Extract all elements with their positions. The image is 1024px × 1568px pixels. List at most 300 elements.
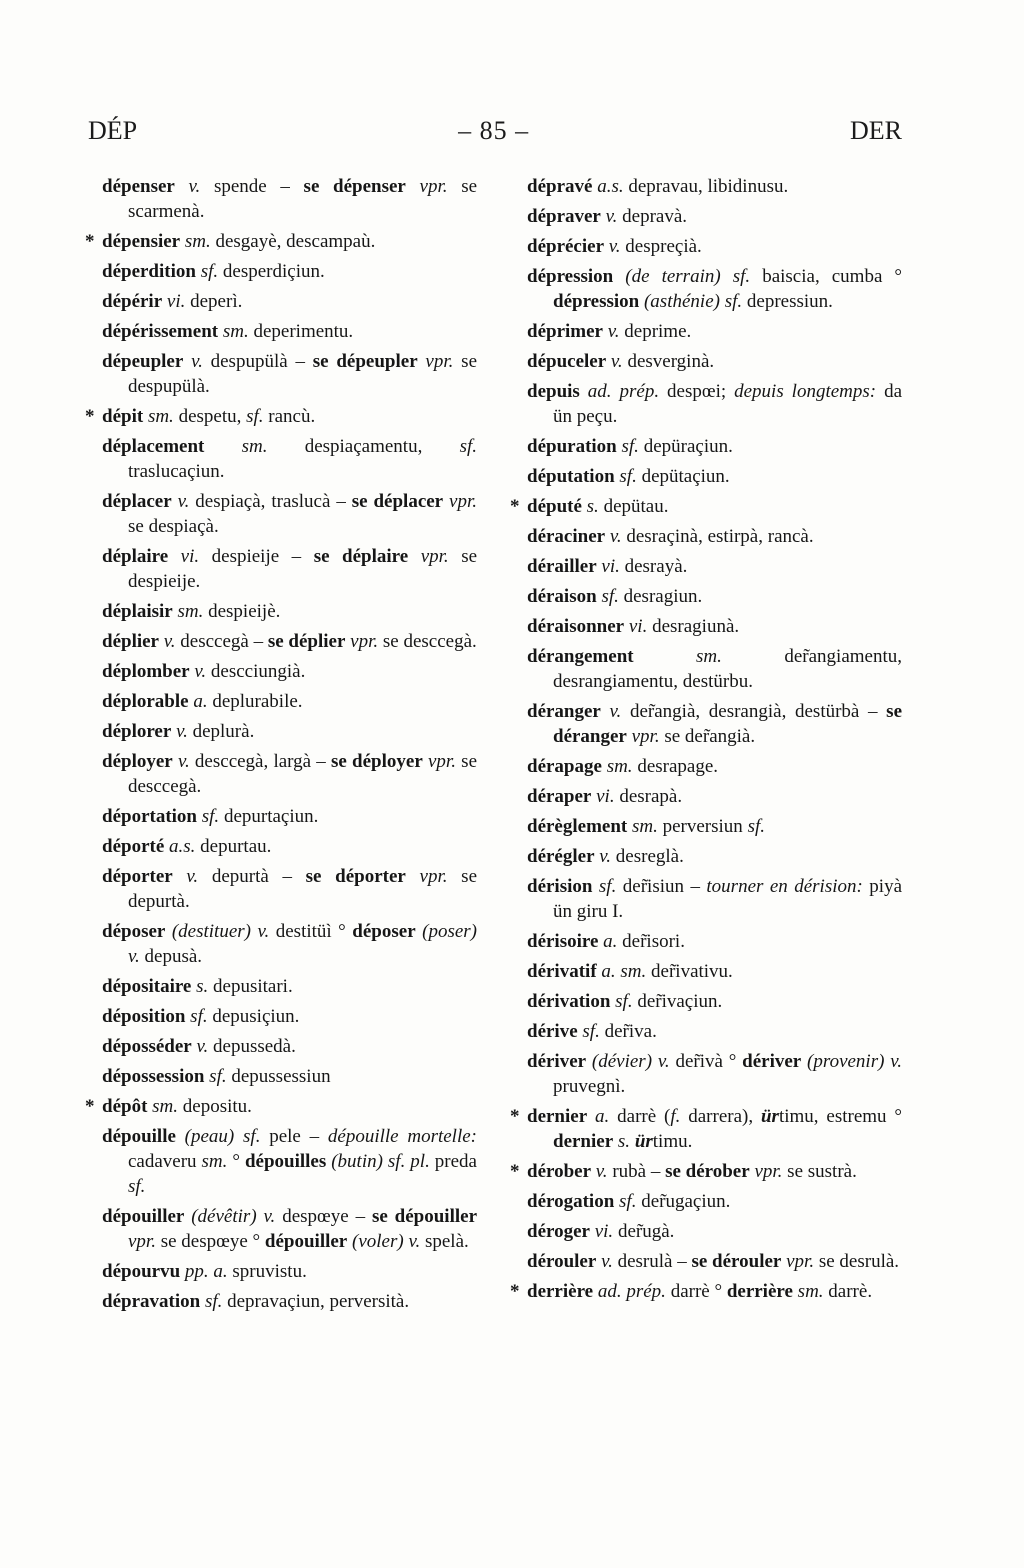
translation-text: darrera), bbox=[680, 1106, 761, 1127]
grammar-label: v. bbox=[163, 631, 176, 652]
grammar-label: s. bbox=[586, 496, 599, 517]
dictionary-entry bbox=[102, 864, 477, 914]
dictionary-entry bbox=[527, 1049, 902, 1099]
headword: derrière bbox=[527, 1281, 594, 1302]
translation-text: ür bbox=[634, 1131, 653, 1152]
translation-text: ° bbox=[227, 1151, 245, 1172]
grammar-label: sf. bbox=[459, 436, 477, 457]
grammar-label: (dévêtir) v. bbox=[191, 1206, 276, 1227]
translation-text: spende – bbox=[200, 176, 304, 197]
headword: déposer bbox=[352, 921, 416, 942]
dictionary-entry bbox=[102, 349, 477, 399]
grammar-label: sm. bbox=[797, 1281, 824, 1302]
dictionary-entry bbox=[102, 749, 477, 799]
asterisk-marker: * bbox=[85, 406, 95, 427]
headword: dérive bbox=[527, 1021, 578, 1042]
dictionary-entry bbox=[527, 204, 902, 229]
translation-text: desragiun. bbox=[618, 586, 703, 607]
headword: derrière bbox=[726, 1281, 793, 1302]
grammar-label: vpr. bbox=[419, 176, 448, 197]
dictionary-entry bbox=[527, 1249, 902, 1274]
grammar-label: s. bbox=[617, 1131, 631, 1152]
grammar-label: sf. bbox=[246, 406, 264, 427]
asterisk-marker: * bbox=[85, 1096, 95, 1117]
grammar-label: (butin) sf. pl. bbox=[331, 1151, 430, 1172]
translation-text: deplurà. bbox=[187, 721, 255, 742]
translation-text: pele – bbox=[260, 1126, 328, 1147]
grammar-label: v. bbox=[196, 1036, 209, 1057]
translation-text: darrè ° bbox=[665, 1281, 727, 1302]
translation-text: desgayè, descampaù. bbox=[210, 231, 376, 252]
headword: déraciner bbox=[527, 526, 606, 547]
grammar-label: sm. bbox=[606, 756, 633, 777]
headword: déperdition bbox=[102, 261, 196, 282]
translation-text: depravaçiun, perversità. bbox=[222, 1291, 410, 1312]
grammar-label: v. bbox=[609, 701, 622, 722]
headword: se dérouler bbox=[691, 1251, 782, 1272]
dictionary-entry bbox=[527, 989, 902, 1014]
grammar-label: vpr. bbox=[631, 726, 660, 747]
dictionary-entry bbox=[527, 464, 902, 489]
translation-text: se depurtà. bbox=[128, 866, 477, 912]
translation-text: depüraçiun. bbox=[638, 436, 733, 457]
headword: déplacer bbox=[102, 491, 172, 512]
translation-text bbox=[408, 546, 421, 567]
grammar-label: v. bbox=[608, 236, 621, 257]
translation-text bbox=[406, 176, 420, 197]
headword: députation bbox=[527, 466, 615, 487]
headword: depuis bbox=[527, 381, 580, 402]
dictionary-entry bbox=[510, 1159, 902, 1184]
headword: déplorable bbox=[102, 691, 189, 712]
headword: se déplaire bbox=[313, 546, 409, 567]
dictionary-entry bbox=[527, 699, 902, 749]
grammar-label: v. bbox=[176, 721, 188, 742]
dictionary-entry bbox=[85, 404, 477, 429]
headword: dépourvu bbox=[102, 1261, 181, 1282]
headword: dépeupler bbox=[102, 351, 184, 372]
grammar-label: v. bbox=[177, 491, 190, 512]
translation-text: timu, estremu ° bbox=[778, 1106, 903, 1127]
translation-text: der̃isori. bbox=[617, 931, 685, 952]
translation-text bbox=[634, 646, 696, 667]
translation-text: despiaçà, traslucà – bbox=[189, 491, 352, 512]
grammar-label: s. bbox=[196, 976, 209, 997]
translation-text: der̃ivà ° bbox=[669, 1051, 743, 1072]
translation-text: depusiçiun. bbox=[207, 1006, 300, 1027]
grammar-label: v. bbox=[610, 351, 623, 372]
translation-text: descciungià. bbox=[206, 661, 306, 682]
dictionary-entry bbox=[527, 264, 902, 314]
translation-text: depravà. bbox=[617, 206, 688, 227]
grammar-label: sm. bbox=[201, 1151, 228, 1172]
grammar-label: sm. bbox=[222, 321, 249, 342]
dictionary-entry bbox=[102, 174, 477, 224]
headword: dépensier bbox=[102, 231, 181, 252]
grammar-label: v. bbox=[191, 351, 203, 372]
grammar-label: v. bbox=[186, 866, 199, 887]
grammar-label: a.s. bbox=[169, 836, 196, 857]
grammar-label: (peau) sf. bbox=[184, 1126, 261, 1147]
dictionary-entry bbox=[527, 929, 902, 954]
grammar-label: sf. bbox=[128, 1176, 146, 1197]
headword: dérégler bbox=[527, 846, 595, 867]
headword: déprécier bbox=[527, 236, 605, 257]
asterisk-marker: * bbox=[510, 1106, 520, 1127]
translation-text: pruvegnì. bbox=[553, 1076, 626, 1097]
translation-text: desreglà. bbox=[611, 846, 684, 867]
dictionary-entry bbox=[527, 1189, 902, 1214]
headword: déposer bbox=[102, 921, 166, 942]
grammar-label: sm. bbox=[152, 1096, 179, 1117]
grammar-label: vi. bbox=[166, 291, 186, 312]
headword: déposition bbox=[102, 1006, 186, 1027]
translation-text: depusà. bbox=[139, 946, 203, 967]
dictionary-entry bbox=[102, 434, 477, 484]
headword: dérèglement bbox=[527, 816, 628, 837]
dictionary-entry bbox=[102, 1124, 477, 1199]
dictionary-entry bbox=[102, 1289, 477, 1314]
grammar-label: (asthénie) sf. bbox=[643, 291, 743, 312]
headword: dépôt bbox=[102, 1096, 148, 1117]
translation-text: der̃angià, desrangià, destürbà – bbox=[621, 701, 887, 722]
headword: déployer bbox=[102, 751, 173, 772]
grammar-label: v. bbox=[599, 846, 612, 867]
grammar-label: sf. bbox=[200, 261, 219, 282]
dictionary-entry bbox=[102, 319, 477, 344]
translation-text bbox=[176, 1126, 185, 1147]
dictionary-entry bbox=[85, 1094, 477, 1119]
translation-text: despœye – bbox=[275, 1206, 372, 1227]
page-header bbox=[88, 116, 902, 146]
headword: déplaisir bbox=[102, 601, 173, 622]
grammar-label: sf. bbox=[747, 816, 765, 837]
grammar-label: pp. a. bbox=[184, 1261, 228, 1282]
translation-text: der̃ivaçiun. bbox=[632, 991, 723, 1012]
grammar-label: (poser) v. bbox=[128, 921, 478, 967]
headword: dernier bbox=[527, 1106, 588, 1127]
dictionary-entry bbox=[102, 834, 477, 859]
headword: se déplier bbox=[267, 631, 346, 652]
grammar-label: vi. bbox=[601, 556, 620, 577]
grammar-label: vpr. bbox=[449, 491, 478, 512]
dictionary-entry bbox=[102, 489, 477, 539]
headword: se déporter bbox=[305, 866, 406, 887]
grammar-label: f. bbox=[670, 1106, 681, 1127]
translation-text: depusitari. bbox=[208, 976, 293, 997]
translation-text bbox=[204, 436, 241, 457]
dictionary-entry bbox=[102, 919, 477, 969]
headword: dérapage bbox=[527, 756, 602, 777]
grammar-label: a. bbox=[193, 691, 208, 712]
translation-text: desragiunà. bbox=[647, 616, 740, 637]
translation-text: se scarmenà. bbox=[128, 176, 478, 222]
headword: déplacement bbox=[102, 436, 205, 457]
headword: déprimer bbox=[527, 321, 603, 342]
translation-text: der̃angiamentu, desrangiamentu, destürbu. bbox=[553, 646, 902, 692]
guide-word-left: DÉP bbox=[88, 116, 138, 145]
translation-text: ür bbox=[760, 1106, 779, 1127]
headword: se dérober bbox=[665, 1161, 750, 1182]
grammar-label: sm. bbox=[147, 406, 174, 427]
headword: dérogation bbox=[527, 1191, 615, 1212]
headword: député bbox=[527, 496, 582, 517]
grammar-label: (destituer) v. bbox=[171, 921, 270, 942]
translation-text: depravau, libidinusu. bbox=[623, 176, 789, 197]
headword: se déranger bbox=[553, 701, 902, 747]
translation-text: depütaçiun. bbox=[636, 466, 730, 487]
grammar-label: vi. bbox=[594, 1221, 614, 1242]
headword: dérailler bbox=[527, 556, 597, 577]
grammar-label: (dévier) v. bbox=[591, 1051, 670, 1072]
translation-text: der̃isiun – bbox=[616, 876, 707, 897]
grammar-label: v. bbox=[601, 1251, 613, 1272]
headword: se dépeupler bbox=[312, 351, 418, 372]
headword: dépraver bbox=[527, 206, 601, 227]
dictionary-entry bbox=[527, 1219, 902, 1244]
grammar-label: a. sm. bbox=[601, 961, 647, 982]
translation-text: depussessiun bbox=[226, 1066, 331, 1087]
translation-text: despetu, bbox=[173, 406, 247, 427]
left-column bbox=[85, 174, 478, 1319]
translation-text: se desccegà. bbox=[378, 631, 477, 652]
headword: dépravation bbox=[102, 1291, 201, 1312]
grammar-label: sf. bbox=[598, 876, 617, 897]
headword: dernier bbox=[553, 1131, 614, 1152]
translation-text: despreçià. bbox=[620, 236, 702, 257]
translation-text bbox=[168, 546, 181, 567]
grammar-label: sf. bbox=[621, 436, 639, 457]
grammar-label: v. bbox=[605, 206, 618, 227]
dictionary-entry bbox=[527, 319, 902, 344]
translation-text: se desccegà. bbox=[128, 751, 478, 797]
grammar-label: v. bbox=[177, 751, 190, 772]
asterisk-marker: * bbox=[510, 1281, 520, 1302]
asterisk-marker: * bbox=[510, 1161, 520, 1182]
dictionary-entry bbox=[102, 544, 477, 594]
headword: dérision bbox=[527, 876, 593, 897]
dictionary-entry bbox=[102, 1034, 477, 1059]
grammar-label: vpr. bbox=[419, 866, 448, 887]
translation-text: da ün peçu. bbox=[553, 381, 903, 427]
grammar-label: sf. bbox=[582, 1021, 600, 1042]
translation-text bbox=[601, 701, 610, 722]
dictionary-entry bbox=[102, 804, 477, 829]
dictionary-entry bbox=[527, 524, 902, 549]
translation-text bbox=[173, 866, 187, 887]
dictionary-entry bbox=[102, 719, 477, 744]
dictionary-entry bbox=[527, 874, 902, 924]
dictionary-entry bbox=[510, 1104, 903, 1154]
grammar-label: a. bbox=[595, 1106, 610, 1127]
headword: dépérir bbox=[102, 291, 163, 312]
headword: dépouille bbox=[102, 1126, 176, 1147]
translation-text: baiscia, cumba ° bbox=[750, 266, 903, 287]
translation-text: despiaçamentu, bbox=[267, 436, 460, 457]
dictionary-entry bbox=[527, 814, 902, 839]
translation-text: desccegà, largà – bbox=[189, 751, 332, 772]
translation-text bbox=[406, 866, 420, 887]
grammar-label: tourner en dérision: bbox=[706, 876, 863, 897]
translation-text: depussedà. bbox=[208, 1036, 296, 1057]
dictionary-entry bbox=[102, 599, 477, 624]
grammar-label: (provenir) v. bbox=[807, 1051, 903, 1072]
translation-text: darrè. bbox=[823, 1281, 873, 1302]
translation-text: desverginà. bbox=[622, 351, 715, 372]
translation-text: destitüì ° bbox=[269, 921, 353, 942]
headword: dépérissement bbox=[102, 321, 219, 342]
translation-text: rubà – bbox=[607, 1161, 666, 1182]
headword: dépression bbox=[553, 291, 640, 312]
grammar-label: vpr. bbox=[420, 546, 449, 567]
grammar-label: sm. bbox=[631, 816, 658, 837]
translation-text: depurtau. bbox=[195, 836, 272, 857]
headword: dérivation bbox=[527, 991, 611, 1012]
headword: dériver bbox=[742, 1051, 802, 1072]
dictionary-entry bbox=[510, 1279, 902, 1304]
dictionary-entry bbox=[102, 289, 477, 314]
grammar-label: vpr. bbox=[128, 1231, 156, 1252]
headword: déranger bbox=[527, 701, 601, 722]
dictionary-entry bbox=[102, 1259, 477, 1284]
grammar-label: (de terrain) sf. bbox=[625, 266, 751, 287]
dictionary-entry bbox=[102, 1204, 477, 1254]
grammar-label: sm. bbox=[184, 231, 211, 252]
dictionary-entry bbox=[527, 784, 902, 809]
dictionary-entry bbox=[102, 629, 477, 654]
translation-text bbox=[183, 351, 191, 372]
translation-text: piyà ün giru I. bbox=[553, 876, 903, 922]
translation-text: despœi; bbox=[659, 381, 735, 402]
dictionary-entry bbox=[102, 1004, 477, 1029]
translation-text bbox=[580, 381, 588, 402]
translation-text: depressiun. bbox=[742, 291, 833, 312]
grammar-label: sm. bbox=[241, 436, 268, 457]
headword: se dépenser bbox=[303, 176, 406, 197]
translation-text: despupülà – bbox=[202, 351, 313, 372]
dictionary-entry bbox=[102, 1064, 477, 1089]
dictionary-entry bbox=[510, 494, 902, 519]
dictionary-entry bbox=[102, 259, 477, 284]
translation-text: cadaveru bbox=[128, 1151, 202, 1172]
dictionary-entry bbox=[527, 644, 902, 694]
dictionary-entry bbox=[527, 844, 902, 869]
translation-text: se desrulà. bbox=[814, 1251, 900, 1272]
translation-text: der̃ivativu. bbox=[646, 961, 733, 982]
headword: dépuration bbox=[527, 436, 617, 457]
headword: dérangement bbox=[527, 646, 634, 667]
grammar-label: sf. bbox=[190, 1006, 208, 1027]
translation-text: desrayà. bbox=[619, 556, 688, 577]
page-number: – 85 – bbox=[458, 116, 530, 145]
translation-text: preda bbox=[429, 1151, 477, 1172]
translation-text: depurtaçiun. bbox=[219, 806, 319, 827]
grammar-label: dépouille mortelle: bbox=[327, 1126, 477, 1147]
headword: dépression bbox=[527, 266, 614, 287]
headword: déroger bbox=[527, 1221, 590, 1242]
grammar-label: vi. bbox=[596, 786, 615, 807]
translation-text: darrè ( bbox=[609, 1106, 671, 1127]
dictionary-entry bbox=[102, 974, 477, 999]
translation-text: se despœye ° bbox=[155, 1231, 265, 1252]
headword: déposséder bbox=[102, 1036, 192, 1057]
translation-text: desraçinà, estirpà, rancà. bbox=[621, 526, 814, 547]
translation-text: deplurabile. bbox=[207, 691, 303, 712]
translation-text: desrulà – bbox=[612, 1251, 692, 1272]
grammar-label: v. bbox=[595, 1161, 608, 1182]
grammar-label: a. bbox=[603, 931, 618, 952]
dictionary-entry bbox=[527, 959, 902, 984]
grammar-label: a.s. bbox=[597, 176, 624, 197]
dictionary-entry bbox=[527, 614, 902, 639]
translation-text: deperì. bbox=[185, 291, 243, 312]
translation-text: rancù. bbox=[263, 406, 316, 427]
grammar-label: sm. bbox=[177, 601, 204, 622]
asterisk-marker: * bbox=[510, 496, 520, 517]
grammar-label: sf. bbox=[619, 1191, 637, 1212]
translation-text: desccegà – bbox=[175, 631, 268, 652]
asterisk-marker: * bbox=[85, 231, 95, 252]
grammar-label: v. bbox=[609, 526, 622, 547]
translation-text: se despupülà. bbox=[128, 351, 477, 397]
grammar-label: sf. bbox=[601, 586, 619, 607]
grammar-label: vi. bbox=[628, 616, 648, 637]
translation-text: desrapà. bbox=[614, 786, 683, 807]
translation-text: depositu. bbox=[178, 1096, 252, 1117]
translation-text: desperdiçiun. bbox=[218, 261, 325, 282]
grammar-label: sf. bbox=[615, 991, 633, 1012]
right-column bbox=[510, 174, 903, 1319]
translation-text bbox=[587, 1106, 595, 1127]
translation-text: depurtà – bbox=[198, 866, 306, 887]
headword: déplorer bbox=[102, 721, 172, 742]
headword: déraison bbox=[527, 586, 597, 607]
dictionary-entry bbox=[527, 174, 902, 199]
text-columns bbox=[85, 174, 1024, 1319]
translation-text: deperimentu. bbox=[248, 321, 354, 342]
translation-text: despieijè. bbox=[203, 601, 281, 622]
translation-text: perversiun bbox=[657, 816, 748, 837]
grammar-label: sf. bbox=[619, 466, 637, 487]
headword: se dépouiller bbox=[371, 1206, 478, 1227]
dictionary-entry bbox=[527, 234, 902, 259]
grammar-label: sm. bbox=[696, 646, 722, 667]
headword: déplaire bbox=[102, 546, 169, 567]
headword: déplier bbox=[102, 631, 159, 652]
grammar-label: v. bbox=[188, 176, 201, 197]
headword: déporté bbox=[102, 836, 165, 857]
dictionary-entry bbox=[102, 689, 477, 714]
headword: dépouiller bbox=[264, 1231, 348, 1252]
headword: dépouilles bbox=[244, 1151, 327, 1172]
grammar-label: ad. prép. bbox=[587, 381, 660, 402]
dictionary-entry bbox=[527, 379, 902, 429]
dictionary-entry bbox=[85, 229, 477, 254]
translation-text: timu. bbox=[652, 1131, 693, 1152]
grammar-label: vpr. bbox=[754, 1161, 783, 1182]
translation-text bbox=[613, 266, 625, 287]
translation-text: se despieije. bbox=[128, 546, 478, 592]
headword: dépit bbox=[102, 406, 144, 427]
grammar-label: vpr. bbox=[427, 751, 456, 772]
translation-text: deprime. bbox=[619, 321, 692, 342]
dictionary-entry bbox=[527, 349, 902, 374]
grammar-label: vpr. bbox=[425, 351, 454, 372]
translation-text bbox=[175, 176, 189, 197]
translation-text: spelà. bbox=[420, 1231, 469, 1252]
headword: déportation bbox=[102, 806, 197, 827]
dictionary-entry bbox=[527, 554, 902, 579]
